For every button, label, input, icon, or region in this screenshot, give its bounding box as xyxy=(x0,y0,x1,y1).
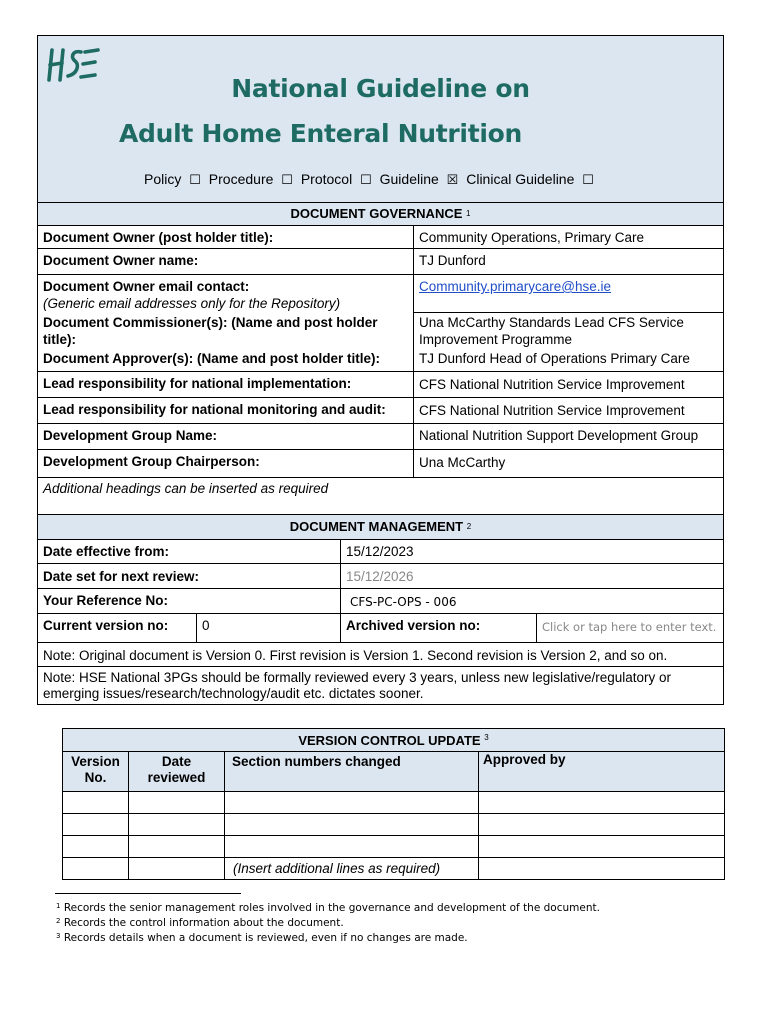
footnote-1: $^1$ Records the senior management roles involved in the governance and development of the document. xyxy=(56,902,600,914)
clinical-guideline-checkbox[interactable]: ☐ xyxy=(582,172,594,187)
approved-cell[interactable] xyxy=(479,836,725,858)
commissioner-value[interactable]: Una McCarthy Standards Lead CFS Service xyxy=(419,315,684,330)
effective-row xyxy=(38,540,723,564)
version-row xyxy=(38,614,723,643)
footnote-2: $^2$ Records the control information about the document. xyxy=(56,917,344,929)
sections-cell[interactable] xyxy=(225,792,479,814)
table-row xyxy=(63,836,725,858)
review-date-value[interactable]: 15/12/2026 xyxy=(340,564,723,588)
group-name-row xyxy=(38,424,723,450)
monitoring-label: Lead responsibility for national monitoring and audit: xyxy=(43,402,386,417)
owner-name-label: Document Owner name: xyxy=(43,253,199,268)
protocol-checkbox[interactable]: ☐ xyxy=(360,172,372,187)
archived-version-label: Archived version no: xyxy=(340,614,536,642)
owner-row xyxy=(38,226,723,249)
version-control-table xyxy=(62,728,725,880)
chair-label: Development Group Chairperson: xyxy=(43,454,260,469)
table-row xyxy=(63,792,725,814)
effective-date-value[interactable]: 15/12/2023 xyxy=(340,540,723,563)
additional-headings-row xyxy=(38,478,723,515)
col-version-header: Version No. xyxy=(63,752,129,792)
document-frame xyxy=(37,35,724,705)
document-type-options xyxy=(144,171,598,188)
approver-value[interactable]: TJ Dunford Head of Operations Primary Care xyxy=(413,349,723,371)
owner-value[interactable]: Community Operations, Primary Care xyxy=(413,226,723,248)
management-heading: DOCUMENT MANAGEMENT $^2$ xyxy=(38,515,723,540)
commissioner-value-cont[interactable]: Improvement Programme xyxy=(419,332,573,347)
review-label: Date set for next review: xyxy=(43,569,200,584)
reference-row xyxy=(38,589,723,614)
implementation-label: Lead responsibility for national implementation: xyxy=(43,376,352,391)
version-cell[interactable] xyxy=(63,858,129,880)
reference-label: Your Reference No: xyxy=(43,593,169,608)
type-policy-label: Policy xyxy=(144,171,182,187)
date-cell[interactable] xyxy=(129,836,225,858)
owner-name-row xyxy=(38,249,723,275)
title-block xyxy=(38,36,723,203)
version-control-heading: VERSION CONTROL UPDATE $^3$ xyxy=(63,729,725,752)
governance-heading: DOCUMENT GOVERNANCE $^1$ xyxy=(38,203,723,226)
owner-name-value[interactable]: TJ Dunford xyxy=(413,249,723,274)
current-version-value[interactable]: 0 xyxy=(196,614,340,642)
review-note: Note: HSE National 3PGs should be formally reviewed every 3 years, unless new legislative/regulatory or xyxy=(43,670,672,685)
email-label: Document Owner email contact: xyxy=(43,279,250,294)
chair-row xyxy=(38,450,723,478)
group-name-value[interactable]: National Nutrition Support Development Group xyxy=(413,424,723,449)
commissioner-label-cont: title): xyxy=(43,332,76,347)
type-clinical-guideline-label: Clinical Guideline xyxy=(466,171,575,187)
commissioner-row xyxy=(38,313,723,349)
date-cell[interactable] xyxy=(129,814,225,836)
owner-label: Document Owner (post holder title): xyxy=(43,230,274,245)
title-line-2: Adult Home Enteral Nutrition xyxy=(119,119,522,148)
owner-email-link[interactable]: Community.primarycare@hse.ie xyxy=(419,279,612,294)
additional-headings-note: Additional headings can be inserted as required xyxy=(43,481,329,496)
date-cell[interactable] xyxy=(129,792,225,814)
email-row xyxy=(38,275,723,313)
monitoring-row xyxy=(38,398,723,424)
insert-lines-note: (Insert additional lines as required) xyxy=(225,858,479,880)
title-line-1: National Guideline on xyxy=(231,74,530,103)
col-sections-header: Section numbers changed xyxy=(225,752,479,792)
review-note-cont: emerging issues/research/technology/audit etc. dictates sooner. xyxy=(43,686,424,701)
reference-value[interactable]: CFS-PC-OPS - 006 xyxy=(340,589,723,613)
version-cell[interactable] xyxy=(63,836,129,858)
commissioner-label: Document Commissioner(s): (Name and post holder xyxy=(43,315,378,330)
version-cell[interactable] xyxy=(63,814,129,836)
table-row xyxy=(63,858,725,880)
approved-cell[interactable] xyxy=(479,792,725,814)
table-row xyxy=(63,814,725,836)
effective-label: Date effective from: xyxy=(43,544,170,559)
col-approved-header: Approved by xyxy=(479,752,725,792)
approver-row xyxy=(38,349,723,372)
current-version-label: Current version no: xyxy=(43,618,169,633)
archived-version-field[interactable]: Click or tap here to enter text. xyxy=(536,614,723,642)
monitoring-value[interactable]: CFS National Nutrition Service Improvement xyxy=(413,398,723,423)
sections-cell[interactable] xyxy=(225,836,479,858)
approved-cell[interactable] xyxy=(479,858,725,880)
implementation-row xyxy=(38,372,723,398)
type-guideline-label: Guideline xyxy=(379,171,439,187)
type-procedure-label: Procedure xyxy=(208,171,274,187)
implementation-value[interactable]: CFS National Nutrition Service Improvement xyxy=(413,372,723,397)
review-row xyxy=(38,564,723,589)
chair-value[interactable]: Una McCarthy xyxy=(413,450,723,477)
type-protocol-label: Protocol xyxy=(300,171,353,187)
date-cell[interactable] xyxy=(129,858,225,880)
version-note: Note: Original document is Version 0. First revision is Version 1. Second revision is Version 2, and so on. xyxy=(43,648,668,663)
sections-cell[interactable] xyxy=(225,814,479,836)
approver-label: Document Approver(s): (Name and post holder title): xyxy=(43,351,381,366)
review-note-row xyxy=(38,667,723,705)
policy-checkbox[interactable]: ☐ xyxy=(189,172,201,187)
guideline-checkbox[interactable]: ☒ xyxy=(446,172,459,187)
footnote-3: $^3$ Records details when a document is reviewed, even if no changes are made. xyxy=(56,932,468,944)
procedure-checkbox[interactable]: ☐ xyxy=(281,172,293,187)
version-note-row xyxy=(38,643,723,667)
col-date-header: Date reviewed xyxy=(129,752,225,792)
approved-cell[interactable] xyxy=(479,814,725,836)
version-cell[interactable] xyxy=(63,792,129,814)
group-name-label: Development Group Name: xyxy=(43,428,218,443)
email-note: (Generic email addresses only for the Repository) xyxy=(43,296,341,311)
footnote-separator xyxy=(55,893,241,894)
